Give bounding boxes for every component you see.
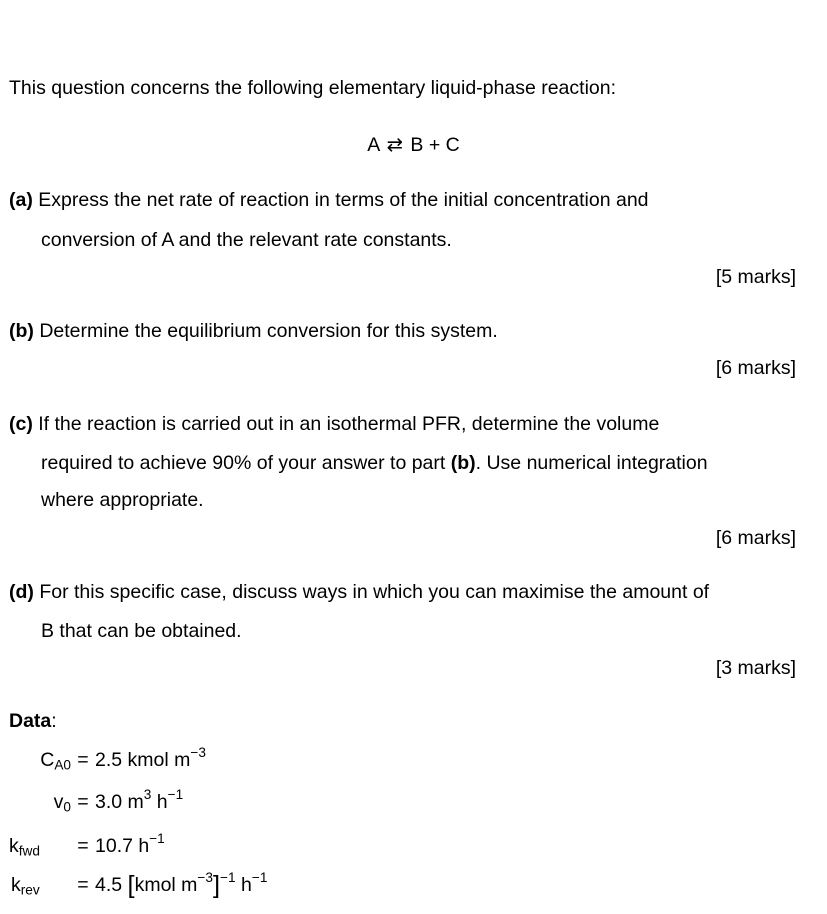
equilibrium-arrow-icon: ⇄	[386, 134, 403, 156]
kfwd-sub: fwd	[18, 843, 40, 859]
krev-sub: rev	[20, 882, 40, 898]
part-c-text2-post: . Use numerical integration	[475, 452, 708, 474]
kfwd-sym: k	[9, 835, 19, 857]
part-c-label: (c)	[9, 413, 33, 435]
ca0-symbol	[9, 749, 71, 772]
part-d-line2: B that can be obtained.	[41, 620, 242, 642]
part-b-label: (b)	[9, 320, 34, 342]
part-d-label: (d)	[9, 581, 34, 603]
kfwd-eq: =	[77, 835, 89, 857]
part-b-text1: Determine the equilibrium conversion for this system.	[39, 320, 498, 342]
part-d-text1: For this specific case, discuss ways in which you can maximise the amount of	[39, 581, 710, 603]
v0-symbol	[9, 791, 71, 814]
v0-exp2: −1	[167, 787, 184, 803]
kfwd-value: 10.7 h	[95, 835, 150, 857]
ca0-sub: A0	[54, 757, 71, 773]
krev-outer-exp: −1	[220, 870, 236, 886]
krev-exp2: −1	[251, 870, 268, 886]
part-a-marks: [5 marks]	[715, 266, 796, 288]
ca0-exp: −3	[190, 745, 206, 761]
data-heading-colon: :	[51, 710, 57, 732]
part-a-text1: Express the net rate of reaction in terms of the initial concentration and	[38, 189, 649, 211]
krev-left-bracket: [	[127, 871, 135, 900]
part-d-marks: [3 marks]	[715, 657, 796, 679]
krev-inner-exp: −3	[197, 870, 213, 886]
part-c-text1: If the reaction is carried out in an isothermal PFR, determine the volume	[38, 413, 660, 435]
part-b-line1	[9, 320, 498, 343]
part-a-line2: conversion of A and the relevant rate constants.	[41, 229, 452, 251]
part-c-line1	[9, 413, 659, 436]
part-b-marks: [6 marks]	[715, 357, 796, 379]
part-a-line1	[9, 189, 649, 212]
ca0-eq: =	[77, 749, 89, 771]
v0-sub: 0	[63, 799, 71, 815]
kfwd-exp: −1	[149, 831, 165, 847]
v0-unit2: h	[151, 791, 168, 813]
products: B + C	[410, 134, 460, 156]
data-ca0	[9, 745, 206, 773]
question-intro: This question concerns the following elementary liquid-phase reaction:	[9, 77, 617, 99]
kfwd-symbol	[9, 835, 71, 858]
krev-sym: k	[11, 874, 21, 896]
data-kfwd	[9, 831, 165, 859]
v0-sym: v	[53, 791, 64, 813]
data-heading	[9, 710, 57, 733]
v0-exp1: 3	[143, 787, 152, 803]
krev-eq: =	[77, 874, 89, 896]
reaction-equation	[0, 133, 827, 157]
part-c-line2	[41, 452, 708, 475]
part-c-marks: [6 marks]	[715, 527, 796, 549]
krev-inner: kmol m	[134, 874, 198, 896]
data-v0	[9, 787, 184, 815]
part-d-line1	[9, 581, 709, 604]
krev-value: 4.5	[95, 874, 128, 896]
part-a-label: (a)	[9, 189, 33, 211]
krev-right-bracket: ]	[212, 871, 221, 900]
v0-value: 3.0 m	[95, 791, 144, 813]
v0-eq: =	[77, 791, 89, 813]
reactant: A	[367, 134, 380, 156]
part-c-text2-pre: required to achieve 90% of your answer to part	[41, 452, 451, 474]
ca0-sym: C	[40, 749, 55, 771]
part-c-line3: where appropriate.	[41, 489, 204, 511]
ca0-value: 2.5 kmol m	[95, 749, 191, 771]
data-heading-label: Data	[9, 710, 52, 732]
data-krev	[9, 870, 268, 900]
part-c-ref: (b)	[450, 452, 476, 474]
krev-symbol	[9, 874, 71, 897]
krev-unit2: h	[235, 874, 252, 896]
